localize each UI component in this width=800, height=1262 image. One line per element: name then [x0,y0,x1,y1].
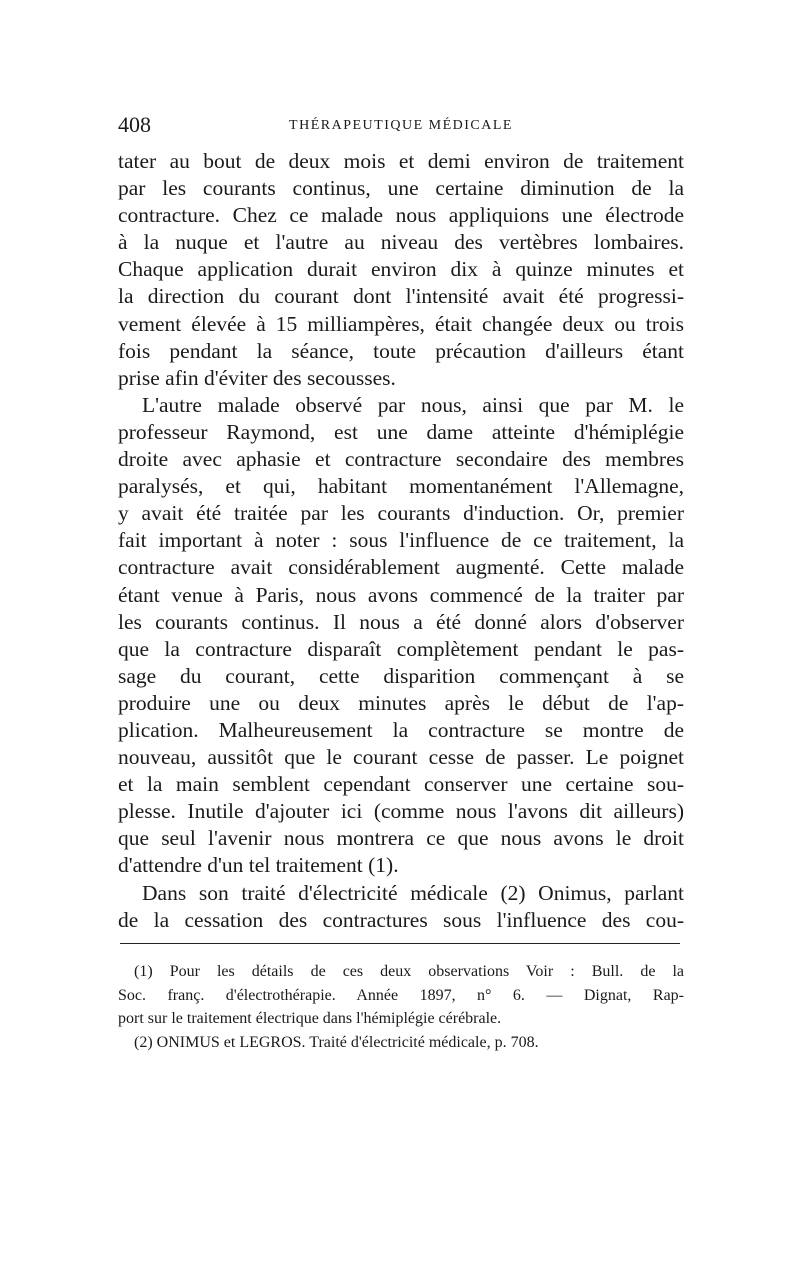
text-line: fois pendant la séance, toute précaution d'ailleurs étant [118,338,684,363]
page-number: 408 [118,112,151,137]
text-line: professeur Raymond, est une dame atteinte d'hémiplégie [118,419,684,444]
page-header [118,112,684,142]
text-line: les courants continus. Il nous a été donné alors d'observer [118,609,684,634]
text-line: tater au bout de deux mois et demi environ de traitement [118,149,684,173]
running-title: THÉRAPEUTIQUE MÉDICALE [289,118,513,133]
text-line: contracture. Chez ce malade nous appliquions une électrode [118,203,684,228]
text-line: étant venue à Paris, nous avons commencé de la traiter par [118,582,684,607]
footnote-divider [120,943,680,944]
text-line: contracture avait considérablement augmenté. Cette malade [118,555,684,580]
text-line: prise afin d'éviter des secousses. [118,365,396,390]
text-line: d'attendre d'un tel traitement (1). [118,853,399,878]
footnotes [118,960,684,1054]
footnote-line: (2) ONIMUS et LEGROS. Traité d'électricité médicale, p. 708. [134,1033,539,1051]
text-line: vement élevée à 15 milliampères, était changée deux ou trois [118,311,684,336]
footnote-line: (1) Pour les détails de ces deux observations Voir : Bull. de la [134,963,684,980]
footnote-line: Soc. franç. d'électrothérapie. Année 1897, n° 6. — Dignat, Rap- [118,986,684,1004]
text-line: fait important à noter : sous l'influence de ce traitement, la [118,528,684,553]
text-line: produire une ou deux minutes après le début de l'ap- [118,690,684,715]
text-line: de la cessation des contractures sous l'influence des cou- [118,907,684,932]
text-line: que la contracture disparaît complètement pendant le pas- [118,636,684,661]
text-line: sage du courant, cette disparition commençant à se [118,663,684,688]
text-line: que seul l'avenir nous montrera ce que nous avons le droit [118,826,684,851]
text-line: paralysés, et qui, habitant momentanément l'Allemagne, [118,474,684,499]
text-line: nouveau, aussitôt que le courant cesse de passer. Le poignet [118,745,684,770]
body-text [118,148,684,934]
text-line: par les courants continus, une certaine diminution de la [118,176,684,201]
text-line: la direction du courant dont l'intensité avait été progressi- [118,284,684,309]
text-line: plesse. Inutile d'ajouter ici (comme nous l'avons dit ailleurs) [118,799,684,824]
text-line: L'autre malade observé par nous, ainsi que par M. le [142,392,684,417]
text-line: Dans son traité d'électricité médicale (2) Onimus, parlant [142,880,684,905]
text-line: droite avec aphasie et contracture secondaire des membres [118,447,684,472]
footnote-line: port sur le traitement électrique dans l'hémiplégie cérébrale. [118,1010,502,1027]
text-line: Chaque application durait environ dix à quinze minutes et [118,257,684,282]
text-line: et la main semblent cependant conserver une certaine sou- [118,772,684,797]
text-line: y avait été traitée par les courants d'induction. Or, premier [118,501,684,526]
text-line: plication. Malheureusement la contracture se montre de [118,717,684,742]
text-line: à la nuque et l'autre au niveau des vertèbres lombaires. [118,230,684,255]
